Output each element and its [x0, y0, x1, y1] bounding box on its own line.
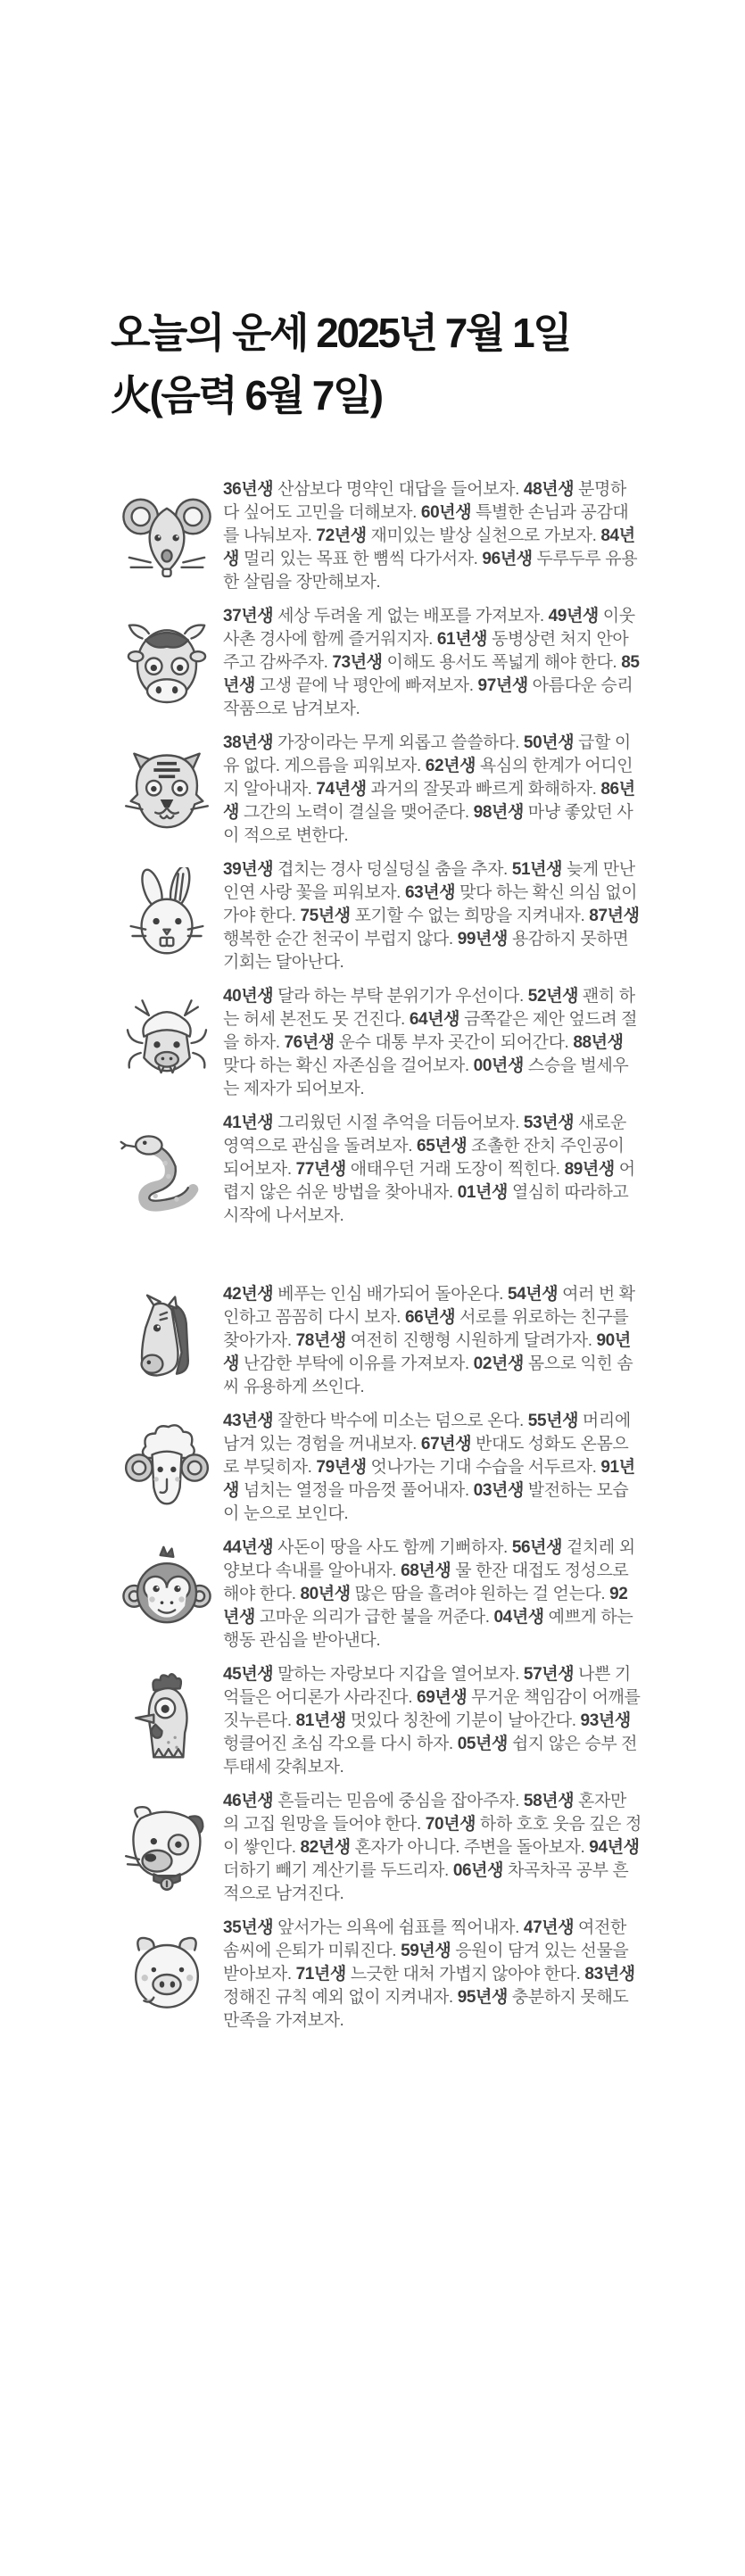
birth-year-label: 47년생 — [523, 1918, 575, 1937]
birth-year-label: 56년생 — [511, 1538, 563, 1557]
birth-year-label: 90년생 — [223, 1331, 631, 1373]
birth-year-label: 43년생 — [223, 1412, 274, 1430]
birth-year-label: 52년생 — [527, 987, 579, 1006]
birth-year-label: 54년생 — [507, 1285, 559, 1304]
sheep-illustration — [118, 1419, 216, 1517]
birth-year-label: 77년생 — [295, 1160, 346, 1179]
birth-year-label: 87년생 — [589, 907, 640, 925]
birth-year-label: 41년생 — [223, 1114, 274, 1132]
pig-illustration — [118, 1926, 216, 2024]
birth-year-label: 86년생 — [223, 780, 635, 822]
pig-icon — [111, 1922, 223, 2027]
horse-illustration — [118, 1292, 216, 1390]
rat-icon — [111, 484, 223, 589]
birth-year-label: 60년생 — [420, 503, 472, 522]
birth-year-label: 82년생 — [300, 1838, 351, 1857]
page-title — [111, 302, 642, 427]
zodiac-section-sheep — [111, 1410, 642, 1526]
birth-year-label: 94년생 — [589, 1838, 640, 1857]
rabbit-illustration — [118, 867, 216, 965]
ox-icon — [111, 610, 223, 716]
birth-year-label: 51년생 — [511, 860, 563, 879]
birth-year-label: 92년생 — [223, 1585, 628, 1627]
zodiac-section-rat — [111, 478, 642, 594]
birth-year-label: 93년생 — [580, 1711, 631, 1730]
birth-year-label: 05년생 — [457, 1735, 508, 1753]
birth-year-label: 83년생 — [584, 1965, 635, 1984]
birth-year-label: 02년생 — [473, 1354, 524, 1373]
birth-year-label: 66년생 — [404, 1308, 456, 1327]
fortune-text: 38년생 가장이라는 무게 외롭고 쓸쓸하다. 50년생 급할 이유 없다. 게으름을 피워보자. 62년생 욕심의 한계가 어디인지 알아내자. 74년생 과거의 잘못과 빠르게 화해하자. 86년생 그간의 노력이 결실을 맺어준다. 98년생 마냥 좋았던 사이 적으로 변한다. — [223, 733, 635, 845]
birth-year-label: 48년생 — [523, 480, 575, 499]
birth-year-label: 97년생 — [477, 676, 528, 695]
birth-year-label: 55년생 — [527, 1412, 579, 1430]
birth-year-label: 81년생 — [295, 1711, 346, 1730]
birth-year-label: 91년생 — [223, 1458, 635, 1500]
birth-year-label: 78년생 — [295, 1331, 346, 1350]
fortune-text: 40년생 달라 하는 부탁 분위기가 우선이다. 52년생 괜히 하는 허세 본전도 못 건진다. 64년생 금쪽같은 제안 엎드려 절을 하자. 76년생 운수 대통 부자 곳간이 되어간다. 88년생 맞다 하는 확신 자존심을 걸어보자. 00년생 스승을 벌세우는 제자가 되어보자. — [223, 987, 638, 1098]
monkey-icon — [111, 1542, 223, 1647]
birth-year-label: 68년생 — [401, 1561, 451, 1580]
zodiac-section-snake — [111, 1112, 642, 1228]
fortune-text: 37년생 세상 두려울 게 없는 배포를 가져보자. 49년생 이웃사촌 경사에 함께 즐거워지자. 61년생 동병상련 처지 안아주고 감싸주자. 73년생 이해도 용서도 폭넓게 해야 한다. 85년생 고생 끝에 낙 평안에 빠져보자. 97년생 아름다운 승리 작품으로 남겨보자. — [223, 607, 640, 718]
birth-year-label: 85년생 — [223, 653, 640, 695]
birth-year-label: 53년생 — [523, 1114, 575, 1132]
birth-year-label: 40년생 — [223, 987, 274, 1006]
page-title-line-1: 오늘의 운세 2025년 7월 1일 — [111, 310, 571, 356]
fortune-text: 42년생 베푸는 인심 배가되어 돌아온다. 54년생 여러 번 확인하고 꼼꼼히 다시 보자. 66년생 서로를 위로하는 친구를 찾아가자. 78년생 여전히 진행형 시원하게 달려가자. 90년생 난감한 부탁에 이유를 가져보자. 02년생 몸으로 익힌 솜씨 유용하게 쓰인다. — [223, 1285, 635, 1396]
fortune-text: 39년생 겹치는 경사 덩실덩실 춤을 추자. 51년생 늦게 만난 인연 사랑 꽃을 피워보자. 63년생 맞다 하는 확신 의심 없이 가야 한다. 75년생 포기할 수 없는 희망을 지켜내자. 87년생 행복한 순간 천국이 부럽지 않다. 99년생 용감하지 못하면 기회는 달아난다. — [223, 860, 640, 972]
birth-year-label: 00년생 — [473, 1056, 524, 1075]
fortune-text: 36년생 산삼보다 명약인 대답을 들어보자. 48년생 분명하다 싶어도 고민을 더해보자. 60년생 특별한 손님과 공감대를 나눠보자. 72년생 재미있는 발상 실천으로 가보자. 84년생 멀리 있는 목표 한 뼘씩 다가서자. 96년생 두루두루 유용한 살림을 장만해보자. — [223, 480, 638, 592]
rooster-icon — [111, 1669, 223, 1774]
ox-illustration — [118, 614, 216, 712]
snake-icon — [111, 1117, 223, 1222]
zodiac-section-dog — [111, 1790, 642, 1906]
birth-year-label: 72년생 — [316, 526, 367, 545]
birth-year-label: 61년생 — [436, 630, 488, 649]
birth-year-label: 98년생 — [473, 803, 524, 822]
birth-year-label: 75년생 — [300, 907, 351, 925]
birth-year-label: 49년생 — [548, 607, 599, 625]
birth-year-label: 06년생 — [452, 1861, 504, 1880]
tiger-icon — [111, 737, 223, 842]
birth-year-label: 70년생 — [425, 1815, 476, 1834]
birth-year-label: 45년생 — [223, 1665, 274, 1684]
birth-year-label: 71년생 — [295, 1965, 346, 1984]
birth-year-label: 99년생 — [457, 930, 508, 948]
fortune-text: 35년생 앞서가는 의욕에 쉼표를 찍어내자. 47년생 여전한 솜씨에 은퇴가 미뤄진다. 59년생 응원이 담겨 있는 선물을 받아보자. 71년생 느긋한 대처 가볍지 않아야 한다. 83년생 정해진 규칙 예외 없이 지켜내자. 95년생 충분하지 못해도 만족을 가져보자. — [223, 1918, 635, 2030]
dog-icon — [111, 1795, 223, 1901]
horse-icon — [111, 1288, 223, 1394]
monkey-illustration — [118, 1545, 216, 1644]
birth-year-label: 88년생 — [573, 1033, 624, 1052]
birth-year-label: 67년생 — [420, 1435, 472, 1454]
birth-year-label: 36년생 — [223, 480, 274, 499]
birth-year-label: 79년생 — [316, 1458, 367, 1477]
zodiac-section-tiger — [111, 732, 642, 848]
birth-year-label: 57년생 — [523, 1665, 575, 1684]
tiger-illustration — [118, 741, 216, 839]
rat-illustration — [118, 487, 216, 585]
zodiac-section-horse — [111, 1283, 642, 1399]
fortune-text: 41년생 그리웠던 시절 추억을 더듬어보자. 53년생 새로운 영역으로 관심을 돌려보자. 65년생 조촐한 잔치 주인공이 되어보자. 77년생 애태우던 거래 도장이 찍힌다. 89년생 어렵지 않은 쉬운 방법을 찾아내자. 01년생 열심히 따라하고 시작에 나서보자. — [223, 1114, 635, 1225]
dog-illustration — [118, 1799, 216, 1897]
rabbit-icon — [111, 864, 223, 969]
zodiac-sections — [111, 478, 642, 2033]
birth-year-label: 59년생 — [401, 1942, 451, 1960]
birth-year-label: 63년생 — [404, 883, 456, 902]
fortune-text: 44년생 사돈이 땅을 사도 함께 기뻐하자. 56년생 겉치레 외양보다 속내를 알아내자. 68년생 물 한잔 대접도 정성으로 해야 한다. 80년생 많은 땀을 흘려야 원하는 걸 얻는다. 92년생 고마운 의리가 급한 불을 꺼준다. 04년생 예쁘게 하는 행동 관심을 받아낸다. — [223, 1538, 635, 1650]
dragon-icon — [111, 990, 223, 1096]
birth-year-label: 04년생 — [493, 1608, 544, 1627]
snake-illustration — [118, 1121, 216, 1219]
birth-year-label: 95년생 — [457, 1988, 508, 2007]
birth-year-label: 39년생 — [223, 860, 274, 879]
birth-year-label: 44년생 — [223, 1538, 274, 1557]
birth-year-label: 64년생 — [409, 1010, 460, 1029]
birth-year-label: 58년생 — [523, 1792, 575, 1810]
birth-year-label: 80년생 — [300, 1585, 351, 1603]
zodiac-section-pig — [111, 1917, 642, 2033]
birth-year-label: 03년생 — [473, 1481, 524, 1500]
birth-year-label: 89년생 — [564, 1160, 615, 1179]
birth-year-label: 96년생 — [482, 550, 533, 568]
fortune-text: 45년생 말하는 자랑보다 지갑을 열어보자. 57년생 나쁜 기억들은 어디론가 사라진다. 69년생 무거운 책임감이 어깨를 짓누른다. 81년생 멋있다 칭찬에 기분이 날아간다. 93년생 헝클어진 초심 각오를 다시 하자. 05년생 쉽지 않은 승부 전투태세 갖춰보자. — [223, 1665, 641, 1777]
sheep-icon — [111, 1415, 223, 1520]
zodiac-section-rabbit — [111, 858, 642, 974]
birth-year-label: 50년생 — [523, 733, 575, 752]
dragon-illustration — [118, 994, 216, 1092]
birth-year-label: 74년생 — [316, 780, 367, 799]
birth-year-label: 38년생 — [223, 733, 274, 752]
birth-year-label: 42년생 — [223, 1285, 274, 1304]
birth-year-label: 01년생 — [457, 1183, 508, 1202]
birth-year-label: 46년생 — [223, 1792, 274, 1810]
zodiac-section-ox — [111, 605, 642, 721]
rooster-illustration — [118, 1672, 216, 1770]
birth-year-label: 73년생 — [332, 653, 383, 672]
birth-year-label: 84년생 — [223, 526, 635, 568]
birth-year-label: 35년생 — [223, 1918, 274, 1937]
birth-year-label: 76년생 — [284, 1033, 335, 1052]
zodiac-section-rooster — [111, 1663, 642, 1779]
birth-year-label: 37년생 — [223, 607, 274, 625]
zodiac-section-monkey — [111, 1536, 642, 1652]
page-title-line-2: 火(음력 6월 7일) — [111, 372, 382, 418]
birth-year-label: 65년생 — [417, 1137, 468, 1155]
zodiac-section-dragon — [111, 985, 642, 1101]
birth-year-label: 62년생 — [425, 757, 476, 775]
birth-year-label: 69년생 — [417, 1688, 468, 1707]
fortune-text: 46년생 흔들리는 믿음에 중심을 잡아주자. 58년생 혼자만의 고집 원망을 들어야 한다. 70년생 하하 호호 웃음 깊은 정이 쌓인다. 82년생 혼자가 아니다. 주변을 돌아보자. 94년생 더하기 빼기 계산기를 두드리자. 06년생 차곡차곡 공부 흔적으로 남겨진다. — [223, 1792, 642, 1903]
fortune-text: 43년생 잘한다 박수에 미소는 덤으로 온다. 55년생 머리에 남겨 있는 경험을 꺼내보자. 67년생 반대도 성화도 온몸으로 부딪히자. 79년생 엇나가는 기대 수습을 서두르자. 91년생 넘치는 열정을 마음껏 풀어내자. 03년생 발전하는 모습이 눈으로 보인다. — [223, 1412, 635, 1523]
